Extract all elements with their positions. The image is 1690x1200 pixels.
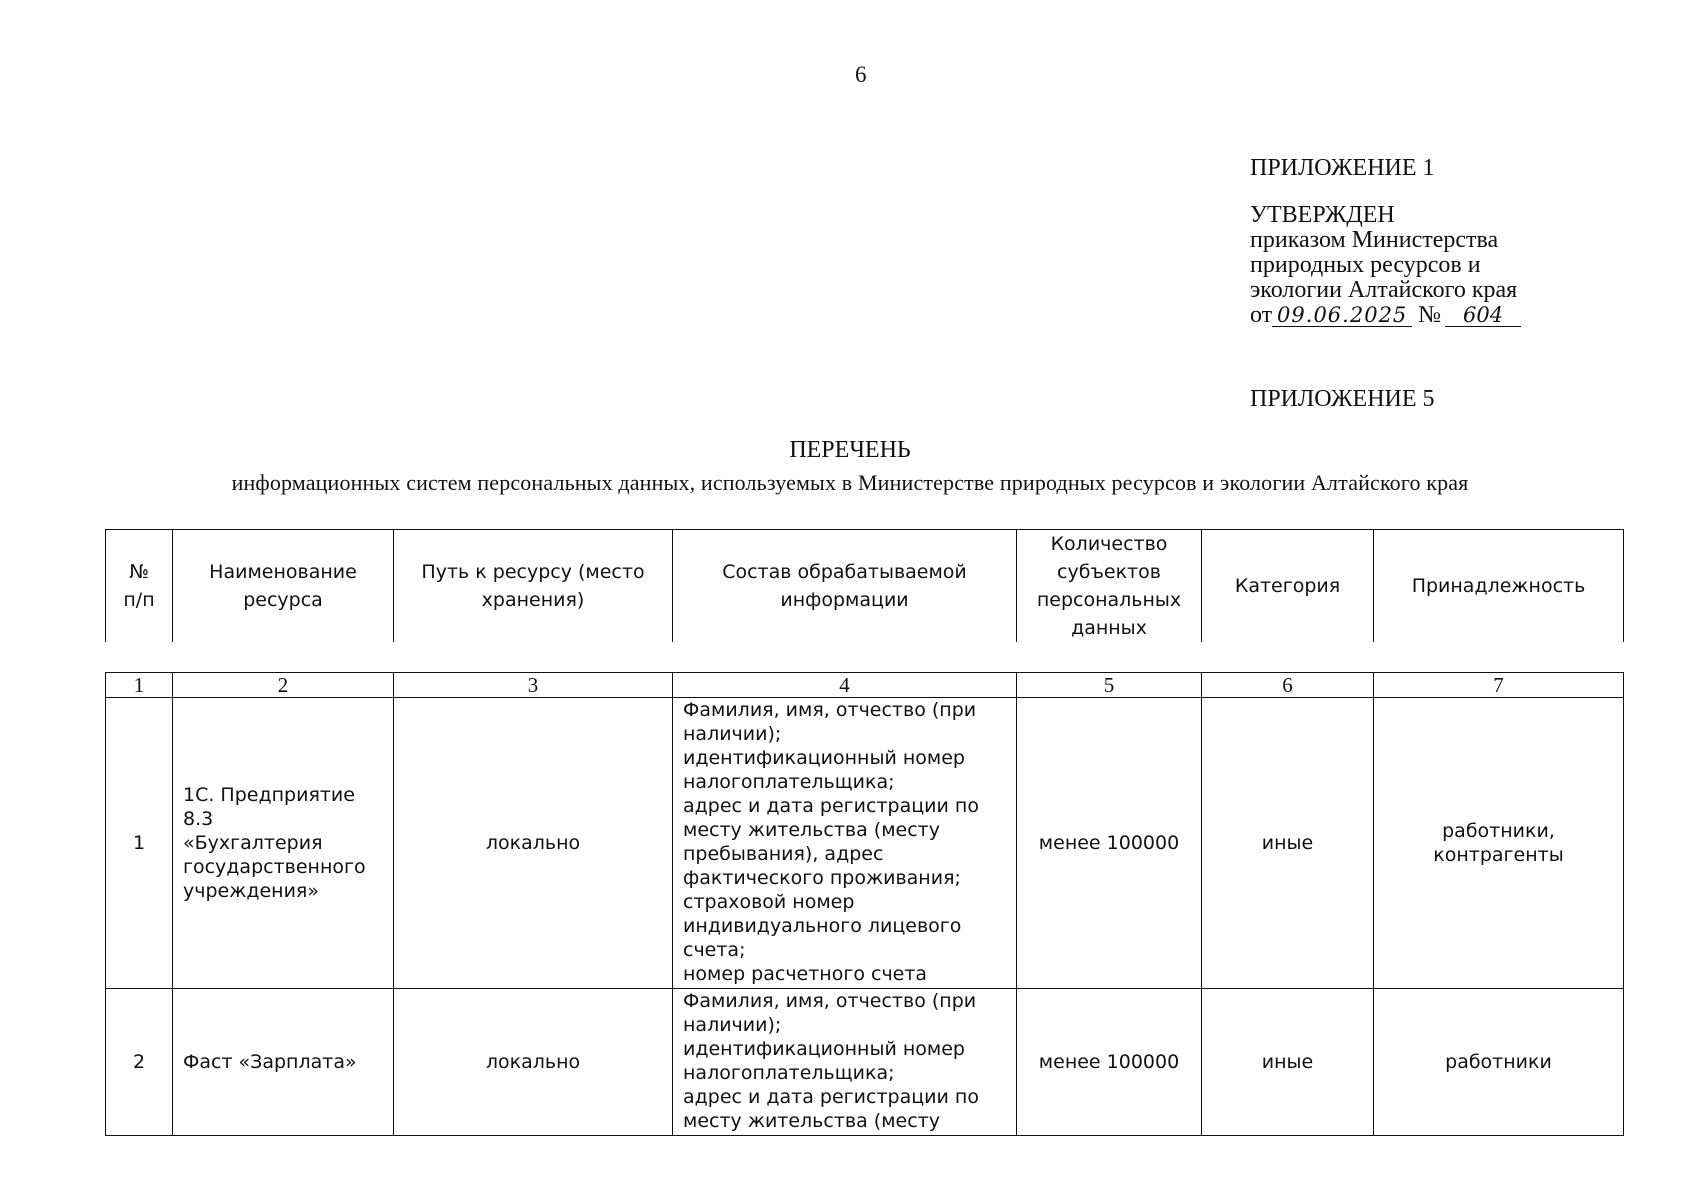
header-subject-count: Количество субъектов персональных данных xyxy=(1017,530,1202,643)
column-number: 7 xyxy=(1374,673,1624,698)
table-row xyxy=(106,989,1624,1136)
approval-line: экологии Алтайского края xyxy=(1250,277,1518,303)
table-header xyxy=(105,529,1624,642)
approval-line: природных ресурсов и xyxy=(1250,252,1481,278)
table-row xyxy=(106,698,1624,989)
document-subtitle: информационных систем персональных данных, используемых в Министерстве природных ресурсов и экологии Алтайского края xyxy=(231,470,1469,495)
category: иные xyxy=(1202,989,1374,1136)
column-number: 4 xyxy=(673,673,1017,698)
number-prefix: № xyxy=(1418,302,1442,328)
header-category: Категория xyxy=(1202,530,1374,643)
document-title: ПЕРЕЧЕНЬ xyxy=(789,437,911,463)
data-table xyxy=(105,672,1624,1136)
column-number: 6 xyxy=(1202,673,1374,698)
row-number: 2 xyxy=(106,989,173,1136)
header-belonging: Принадлежность xyxy=(1374,530,1624,643)
date-prefix: от xyxy=(1250,302,1273,328)
approval-line: приказом Министерства xyxy=(1250,227,1499,253)
subject-count: менее 100000 xyxy=(1017,989,1202,1136)
resource-path: локально xyxy=(394,989,673,1136)
order-date-number xyxy=(1250,303,1521,328)
resource-path: локально xyxy=(394,698,673,989)
belonging: работники xyxy=(1374,989,1624,1136)
row-number: 1 xyxy=(106,698,173,989)
column-number: 3 xyxy=(394,673,673,698)
category: иные xyxy=(1202,698,1374,989)
resource-name: 1С. Предприятие 8.3 «Бухгалтерия государственного учреждения» xyxy=(173,698,394,989)
info-composition: Фамилия, имя, отчество (при наличии); идентификационный номер налогоплательщика; адрес и дата регистрации по месту жительства (месту пребывания), адрес фактического проживания; страховой номер индивидуального лицевого счета; номер расчетного счета xyxy=(673,698,1017,989)
header-resource-name: Наименование ресурса xyxy=(173,530,394,643)
page-number: 6 xyxy=(855,62,867,87)
resource-name: Фаст «Зарплата» xyxy=(173,989,394,1136)
column-number: 1 xyxy=(106,673,173,698)
header-info-composition: Состав обрабатываемой информации xyxy=(673,530,1017,643)
column-number-row xyxy=(106,673,1624,698)
belonging: работники, контрагенты xyxy=(1374,698,1624,989)
handwritten-number: 604 xyxy=(1445,304,1521,327)
column-number: 5 xyxy=(1017,673,1202,698)
approval-block xyxy=(1250,156,1521,328)
header-resource-path: Путь к ресурсу (место хранения) xyxy=(394,530,673,643)
appendix-1-heading: ПРИЛОЖЕНИЕ 1 xyxy=(1250,155,1435,181)
info-composition: Фамилия, имя, отчество (при наличии); идентификационный номер налогоплательщика; адрес и дата регистрации по месту жительства (месту xyxy=(673,989,1017,1136)
handwritten-date: 09.06.2025 xyxy=(1272,304,1412,327)
approved-label: УТВЕРЖДЕН xyxy=(1250,202,1395,228)
column-number: 2 xyxy=(173,673,394,698)
subject-count: менее 100000 xyxy=(1017,698,1202,989)
appendix-5-heading: ПРИЛОЖЕНИЕ 5 xyxy=(1250,386,1435,412)
header-number: № п/п xyxy=(106,530,173,643)
